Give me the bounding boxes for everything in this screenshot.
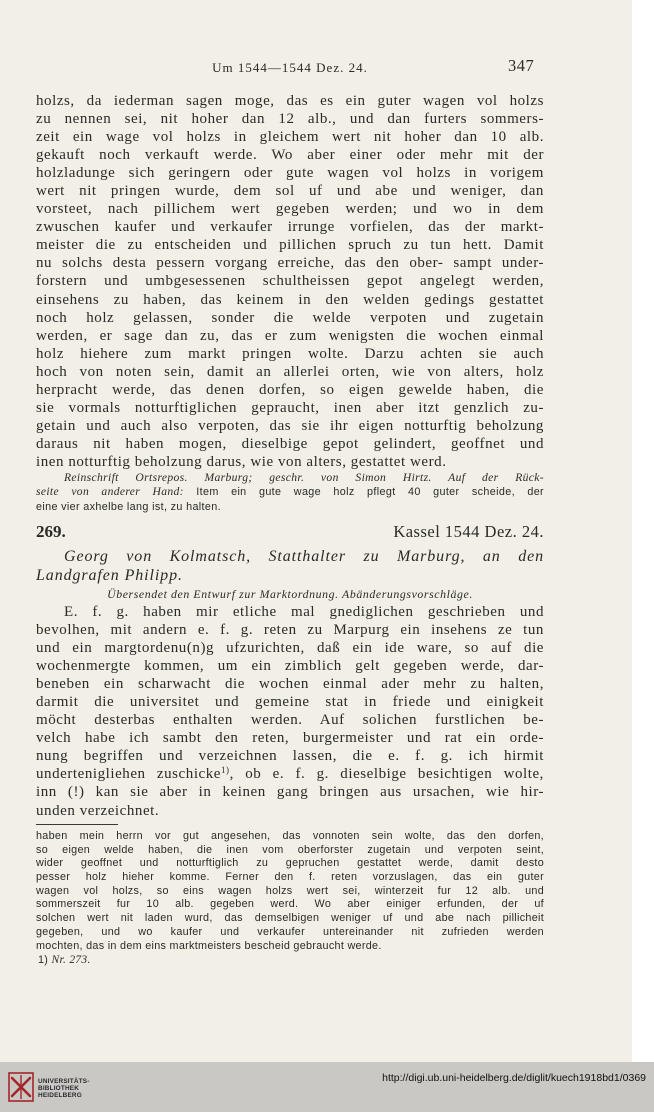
continued-text-block bbox=[36, 92, 544, 471]
footnote-divider bbox=[36, 824, 118, 825]
text-line: E. f. g. haben mir etliche mal gnediglichen geschrieben und bbox=[64, 604, 544, 620]
text-line: gekauft noch verkauft werde. Wo aber einer oder mehr mit der bbox=[36, 147, 544, 164]
document-number: 269. bbox=[36, 522, 66, 541]
document-place-date: Kassel 1544 Dez. 24. bbox=[393, 522, 544, 541]
footnote-reference-marker: 1) bbox=[38, 954, 49, 967]
text-line: noch holz gelassen, sonder die welde verpoten und zugetain bbox=[36, 309, 544, 326]
document-subtitle: Übersendet den Entwurf zur Marktordnung. Abänderungsvorschläge. bbox=[107, 587, 473, 601]
text-line: zu nennen sei, nit hoher dan 12 alb., und dan furters sommers- bbox=[36, 111, 544, 128]
text-line: getain und auch also verpoten, das sie ihr eigen notturftig beholzung bbox=[36, 417, 544, 434]
text-line: nu solchs desta pessern vorgang erreiche, das den ober- sampt under- bbox=[36, 255, 544, 272]
footnote-line: sommerszeit fur 10 alb. gegeben werd. Wo aber einiger erfunden, der uf bbox=[36, 898, 544, 911]
source-note-italic: Reinschrift Ortsrepos. Marburg; geschr. von Simon Hirtz. Auf der Rück- bbox=[64, 471, 544, 484]
document-body bbox=[36, 603, 544, 820]
footnote-line: pesser holz hieher komme. Ferner den f. reten vorzuslagen, das ein guter bbox=[36, 871, 544, 884]
library-name-line: BIBLIOTHEK bbox=[38, 1085, 80, 1093]
text-line: holz hiehere zum markt pringen wolte. Darzu achten sie auch bbox=[36, 345, 544, 362]
page-header bbox=[0, 56, 654, 80]
source-note-italic: seite von anderer Hand: bbox=[36, 485, 184, 499]
footnote-line: so eigen welde haben, die inen vom oberforster zugetain und verpoten seint, bbox=[36, 843, 544, 856]
footnote-line: wider geoffnet und notturftiglich zu gepruchen gestattet werde, damit desto bbox=[36, 857, 544, 870]
source-note-line: eine vier axhelbe lang ist, zu halten. bbox=[36, 500, 221, 513]
source-note-line bbox=[36, 471, 544, 485]
document-heading bbox=[36, 522, 544, 544]
text-line: herpracht werde, das denen dorfen, so eigen gewelde haben, die bbox=[36, 381, 544, 398]
footnote-reference-text: Nr. 273. bbox=[51, 954, 91, 967]
document-title bbox=[36, 547, 544, 585]
page-edge bbox=[632, 0, 654, 1062]
text-line: einsehens zu haben, das keinem in den welden gedings gestattet bbox=[36, 291, 544, 308]
text-line: möcht desterbas enthalten werden. Auf solichen furstlichen be- bbox=[36, 712, 544, 729]
text-line: nung begriffen und verzeichnen lassen, die e. f. g. ich hirmit bbox=[36, 748, 544, 765]
text-line: wert nit pringen wurde, dem sol uf und abe und weniger, dan bbox=[36, 183, 544, 200]
text-line: inn (!) kan sie aber in keinen gang bringen aus ursachen, wie hir- bbox=[36, 784, 544, 801]
text-fragment: undertenigliehen zuschicke bbox=[36, 766, 221, 783]
footnotes bbox=[36, 830, 544, 967]
text-line: holzladunge sich geringern oder gute wagen vol holzs in vorigem bbox=[36, 165, 544, 182]
text-line: holzs, da iederman sagen moge, das es ein guter wagen vol holzs bbox=[36, 93, 544, 109]
running-head: Um 1544—1544 Dez. 24. bbox=[212, 60, 368, 75]
source-note-line bbox=[36, 485, 544, 499]
source-note-text: Item ein gute wage holz pflegt 40 guter scheide, der bbox=[183, 486, 544, 499]
library-name bbox=[38, 1078, 90, 1100]
text-line: bevolhen, mit andern e. f. g. reten zu Marpurg ein insehens ze tun bbox=[36, 622, 544, 639]
document-title-line: Landgrafen Philipp. bbox=[36, 567, 183, 584]
text-line: forstern und umbgesessenen schultheissen gepot angelegt werden, bbox=[36, 273, 544, 290]
source-note bbox=[36, 471, 544, 514]
text-line: hoch von noten sein, damit an allerlei orten, wie von alters, holz bbox=[36, 363, 544, 380]
footnote-line: wagen vol holzs, so eins wagen holzs wert sei, winterzeit fur 12 alb. und bbox=[36, 884, 544, 897]
library-name-line: UNIVERSITÄTS- bbox=[38, 1078, 90, 1085]
footnote-line: haben mein herrn vor gut angesehen, das vonnoten sein wolte, das den dorfen, bbox=[36, 830, 544, 842]
footnote-line: mochten, das in dem eins marktmeisters bescheid gebraucht werde. bbox=[36, 939, 382, 952]
text-line: werden, er sage dan zu, das er zum wenigsten die wochen einmal bbox=[36, 327, 544, 344]
text-line: inen notturftig beholzung darus, wie von alters, gestattet werd. bbox=[36, 453, 447, 470]
footnote-line: solchen wert nit laden wurd, das demselbigen weniger uf und abe nach pillicheit bbox=[36, 912, 544, 925]
text-line: darmit die universitet und gemeine stat in friede und einigkeit bbox=[36, 694, 544, 711]
text-line: zwuschen kaufer und verkaufer irrunge vorfielen, das der markt- bbox=[36, 219, 544, 236]
text-line: meister die zu entscheiden und pillichen spruch zu tun hett. Damit bbox=[36, 237, 544, 254]
document-title-line: Georg von Kolmatsch, Statthalter zu Marburg, an den bbox=[64, 548, 544, 565]
library-logo-icon[interactable] bbox=[8, 1070, 34, 1104]
text-line bbox=[36, 765, 544, 783]
text-line: unden verzeichnet. bbox=[36, 802, 160, 819]
text-line: daraus nit haben mogen, dieselbige gepot gelindert, geoffnet und bbox=[36, 435, 544, 452]
text-line: sie vormals notturftiglichen gepraucht, inen aber itzt genzlich zu- bbox=[36, 399, 544, 416]
text-line: zeit ein wage vol holzs in gleichem wert nit hoher dan 10 alb. bbox=[36, 129, 544, 146]
text-line: und ein margtordenu(n)g ufzurichten, daß ein ide ware, so auf die bbox=[36, 640, 544, 657]
digitization-footer bbox=[0, 1062, 654, 1112]
text-line: velch habe ich sambt den reten, burgermeister und rat ein orde- bbox=[36, 730, 544, 747]
text-line: vorsteet, nach pillichem wert gegeben werden; und wo in dem bbox=[36, 201, 544, 218]
text-line: wochenmergte kommen, um ein zimblich gelt gegeben werde, dar- bbox=[36, 658, 544, 675]
footnote-marker: 1) bbox=[221, 765, 230, 776]
footnote-reference bbox=[36, 953, 544, 967]
library-name-line: HEIDELBERG bbox=[38, 1092, 82, 1100]
text-fragment: , ob e. f. g. dieselbige besichtigen wolte, bbox=[229, 766, 544, 783]
text-line: beneben ein scharwacht die wochen einmal ader mehr zu halten, bbox=[36, 676, 544, 693]
source-url-link[interactable]: http://digi.ub.uni-heidelberg.de/diglit/kuech1918bd1/0369 bbox=[382, 1072, 646, 1084]
footnote-line: gegeben, und wo kaufer und verkaufer untereinander nit zufrieden werden bbox=[36, 925, 544, 938]
page-number: 347 bbox=[508, 56, 535, 75]
